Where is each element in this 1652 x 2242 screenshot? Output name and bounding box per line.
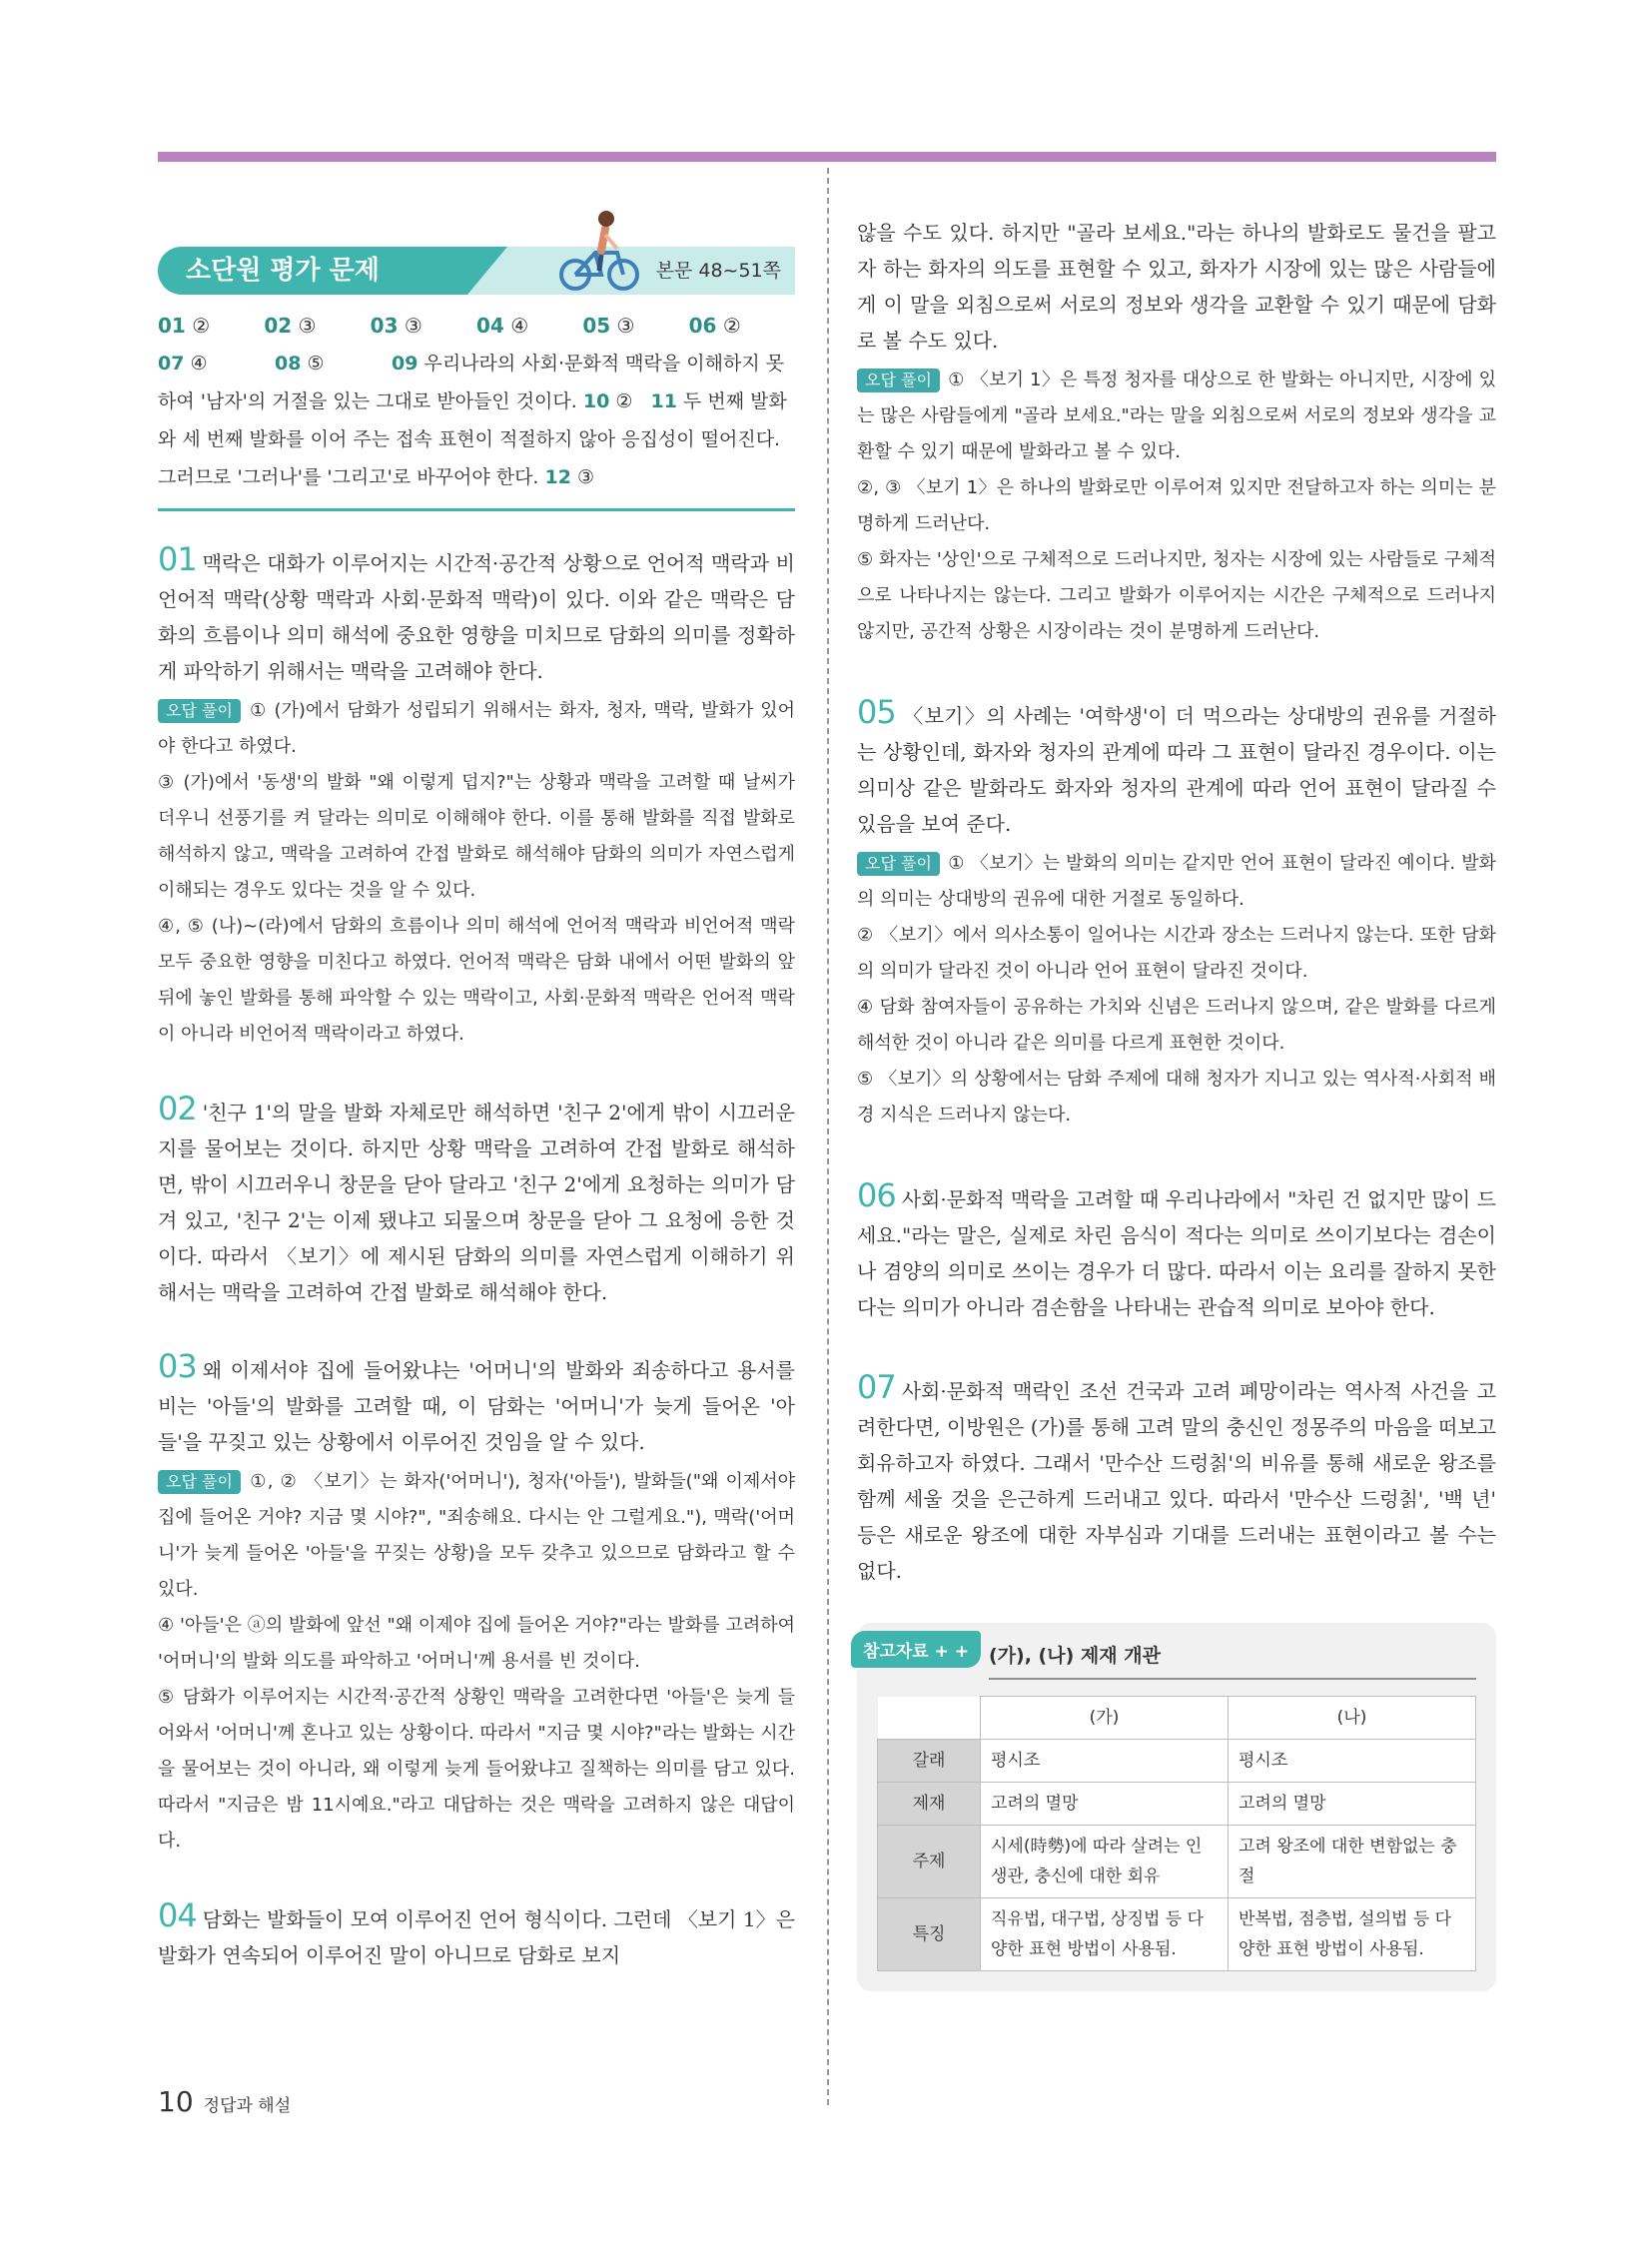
- table-cell: 평시조: [981, 1740, 1229, 1783]
- explanation-line: ⑤ 〈보기〉의 상황에서는 담화 주제에 대해 청자가 지니고 있는 역사적·사회적 배경 지식은 드러나지 않는다.: [857, 1069, 1496, 1125]
- explanation-line: ④ 담화 참여자들이 공유하는 가치와 신념은 드러나지 않으며, 같은 발화를 다르게 해석한 것이 아니라 같은 의미를 다르게 표현한 것이다.: [857, 997, 1496, 1054]
- answer-number: 11: [650, 390, 677, 412]
- explanation-line: ①, ② 〈보기〉는 화자('어머니'), 청자('아들'), 발화들("왜 이제서야 집에 들어온 거야? 지금 몇 시야?", "죄송해요. 다시는 안 그럴게요."), 맥락('어머니'가 늦게 들어온 '아들'을 꾸짖는 상황)을 모두 갖추고 있으므로 담화라고 할 수 있다.: [158, 1471, 795, 1600]
- explanation-body: 〈보기〉의 사례는 '여학생'이 더 먹으라는 상대방의 권유를 거절하는 상황인데, 화자와 청자의 관계에 따라 그 표현이 달라진 경우이다. 이는 의미상 같은 발화라도 화자와 청자의 관계에 따라 언어 표현이 달라질 수 있음을 보여 준다.: [857, 704, 1496, 836]
- left-column: [158, 205, 795, 1973]
- answer-item: 01 ②: [158, 314, 211, 338]
- page-footer: [158, 2085, 291, 2118]
- page-number: 10: [158, 2085, 194, 2118]
- table-row: [878, 1826, 1476, 1898]
- explanation-05: [857, 694, 1496, 842]
- answer-item: 06 ②: [688, 314, 741, 338]
- question-number: 04: [158, 1896, 197, 1934]
- answer-number: 10: [582, 390, 610, 412]
- explanation-line: ④, ⑤ (나)~(라)에서 담화의 흐름이나 의미 해석에 언어적 맥락과 비언어적 맥락 모두 중요한 영향을 미친다고 하였다. 언어적 맥락은 담화 내에서 어떤 발화의 앞뒤에 놓인 발화를 통해 파악할 수 있는 맥락이고, 사회·문화적 맥락은 언어적 맥락이 아니라 비언어적 맥락이라고 하였다.: [158, 916, 795, 1045]
- table-cell: 직유법, 대구법, 상징법 등 다양한 표현 방법이 사용됨.: [981, 1898, 1229, 1971]
- explanation-body: 왜 이제서야 집에 들어왔냐는 '어머니'의 발화와 죄송하다고 용서를 비는 '아들'의 발화를 고려할 때, 이 담화는 '어머니'가 늦게 들어온 '아들'을 꾸짖고 있는 상황에서 이루어진 것임을 알 수 있다.: [158, 1358, 795, 1454]
- row-label: 특징: [878, 1898, 981, 1971]
- table-cell: 평시조: [1229, 1740, 1476, 1783]
- answer-item: 04 ④: [475, 314, 529, 338]
- reference-box: [857, 1623, 1496, 1991]
- answer-12: ③: [577, 466, 595, 488]
- explanation-line: ②, ③ 〈보기 1〉은 하나의 발화로만 이루어져 있지만 전달하고자 하는 의미는 분명하게 드러난다.: [857, 477, 1496, 534]
- answer-number: 12: [544, 466, 571, 488]
- table-cell: 시세(時勢)에 따라 살려는 인생관, 충신에 대한 회유: [981, 1826, 1229, 1898]
- answer-key: [158, 307, 795, 511]
- explanation-01: [158, 541, 795, 689]
- section-header: [158, 205, 795, 293]
- explanation-body: 담화는 발화들이 모여 이루어진 언어 형식이다. 그런데 〈보기 1〉은 발화가 연속되어 이루어진 말이 아니므로 담화로 보지: [158, 1907, 795, 1967]
- explanation-line: ① 〈보기 1〉은 특정 청자를 대상으로 한 발화는 아니지만, 시장에 있는 많은 사람들에게 "골라 보세요."라는 말을 외침으로써 서로의 정보와 생각을 교환할 수 있기 때문에 발화라고 볼 수 있다.: [857, 370, 1496, 462]
- table-row: [878, 1740, 1476, 1783]
- question-number: 06: [857, 1176, 896, 1214]
- explanation-body: 맥락은 대화가 이루어지는 시간적·공간적 상황으로 언어적 맥락과 비언어적 맥락(상황 맥락과 사회·문화적 맥락)이 있다. 이와 같은 맥락은 담화의 흐름이나 의미 해석에 중요한 영향을 미치므로 담화의 의미를 정확하게 파악하기 위해서는 맥락을 고려해야 한다.: [158, 551, 795, 683]
- explanation-04-start: [158, 1897, 795, 1973]
- explanation-body: '친구 1'의 말을 발화 자체로만 해석하면 '친구 2'에게 밖이 시끄러운지를 물어보는 것이다. 하지만 상황 맥락을 고려하여 간접 발화로 해석하면, 밖이 시끄러우니 창문을 닫아 달라고 '친구 2'에게 요청하는 의미가 담겨 있고, '친구 2'는 이제 됐냐고 되물으며 창문을 닫아 그 요청에 응한 것이다. 따라서 〈보기〉에 제시된 담화의 의미를 자연스럽게 이해하기 위해서는 맥락을 고려하여 간접 발화로 해석해야 한다.: [158, 1101, 795, 1304]
- answer-item: 08 ⑤: [275, 353, 325, 374]
- explanation-06: [857, 1177, 1496, 1325]
- wrong-answer-badge: 오답 풀이: [158, 699, 241, 723]
- answer-item: 07 ④: [158, 353, 208, 374]
- wrong-answer-badge: 오답 풀이: [158, 1470, 241, 1494]
- row-label: 제재: [878, 1783, 981, 1826]
- reference-title: (가), (나) 제재 개관: [989, 1641, 1476, 1680]
- table-corner: [878, 1697, 981, 1740]
- table-cell: 고려 왕조에 대한 변함없는 충절: [1229, 1826, 1476, 1898]
- table-row: [878, 1898, 1476, 1971]
- answer-item: 03 ③: [370, 314, 422, 338]
- question-number: 05: [857, 693, 896, 731]
- answer-item: 02 ③: [264, 314, 317, 338]
- footer-label: 정답과 해설: [203, 2096, 292, 2116]
- explanation-02: [158, 1091, 795, 1310]
- column-header: (나): [1229, 1697, 1476, 1740]
- page-reference: 본문 48~51쪽: [655, 260, 781, 282]
- table-cell: 고려의 멸망: [1229, 1783, 1476, 1826]
- question-number: 02: [158, 1090, 197, 1127]
- column-header: (가): [981, 1697, 1229, 1740]
- answer-number: 09: [392, 353, 418, 374]
- wrong-answer-explanation: [158, 1464, 795, 1860]
- cyclist-illustration-icon: [555, 205, 645, 295]
- table-cell: 반복법, 점층법, 설의법 등 다양한 표현 방법이 사용됨.: [1229, 1898, 1476, 1971]
- right-column: [857, 205, 1496, 1991]
- explanation-line: ⑤ 화자는 '상인'으로 구체적으로 드러나지만, 청자는 시장에 있는 사람들로 구체적으로 나타나지는 않는다. 그리고 발화가 이루어지는 시간은 구체적으로 드러나지 않지만, 공간적 상황은 시장이라는 것이 분명하게 드러난다.: [857, 549, 1496, 642]
- wrong-answer-explanation: [857, 363, 1496, 650]
- wrong-answer-badge: 오답 풀이: [857, 852, 940, 876]
- wrong-answer-badge: 오답 풀이: [857, 369, 940, 392]
- explanation-line: ⑤ 담화가 이루어지는 시간적·공간적 상황인 맥락을 고려한다면 '아들'은 늦게 들어와서 '어머니'께 혼나고 있는 상황이다. 따라서 "지금 몇 시야?"라는 발화는 시간을 물어보는 것이 아니라, 왜 이렇게 늦게 들어왔냐고 질책하는 의미를 담고 있다. 따라서 "지금은 밤 11시예요."라고 대답하는 것은 맥락을 고려하지 않은 대답이다.: [158, 1687, 795, 1852]
- explanation-line: ② 〈보기〉에서 의사소통이 일어나는 시간과 장소는 드러나지 않는다. 또한 담화의 의미가 달라진 것이 아니라 언어 표현이 달라진 것이다.: [857, 925, 1496, 982]
- answer-row: [158, 307, 795, 345]
- explanation-line: ④ '아들'은 ⓐ의 발화에 앞선 "왜 이제야 집에 들어온 거야?"라는 발화를 고려하여 '어머니'의 발화 의도를 파악하고 '어머니'께 용서를 빈 것이다.: [158, 1615, 795, 1672]
- explanation-body: 않을 수도 있다. 하지만 "골라 보세요."라는 하나의 발화로도 물건을 팔고자 하는 화자의 의도를 표현할 수 있고, 화자가 시장에 있는 많은 사람들에게 이 말을 외침으로써 서로의 정보와 생각을 교환할 수 있기 때문에 담화로 볼 수도 있다.: [857, 221, 1496, 353]
- answer-divider: [158, 508, 795, 511]
- explanation-body: 사회·문화적 맥락을 고려할 때 우리나라에서 "차린 건 없지만 많이 드세요."라는 말은, 실제로 차린 음식이 적다는 의미로 쓰이기보다는 겸손이나 겸양의 의미로 쓰이는 경우가 더 많다. 따라서 이는 요리를 잘하지 못한다는 의미가 아니라 겸손함을 나타내는 관습적 의미로 보아야 한다.: [857, 1187, 1496, 1319]
- explanation-03: [158, 1348, 795, 1460]
- explanation-line: ① 〈보기〉는 발화의 의미는 같지만 언어 표현이 달라진 예이다. 발화의 의미는 상대방의 권유에 대한 거절로 동일하다.: [857, 853, 1496, 910]
- wrong-answer-explanation: [857, 846, 1496, 1133]
- answer-09-text: 우리나라의 사회·문화적 맥락을 이해하지 못하여 '남자'의 거절을 있는 그대로 받아들인 것이다.: [158, 353, 785, 412]
- row-label: 갈래: [878, 1740, 981, 1783]
- answer-item: 05 ③: [582, 314, 635, 338]
- row-label: 주제: [878, 1826, 981, 1898]
- explanation-line: ③ (가)에서 '동생'의 발화 "왜 이렇게 덥지?"는 상황과 맥락을 고려할 때 날씨가 더우니 선풍기를 켜 달라는 의미로 이해해야 한다. 이를 통해 발화를 직접 발화로 해석하지 않고, 맥락을 고려하여 간접 발화로 해석해야 담화의 의미가 자연스럽게 이해되는 경우도 있다는 것을 알 수 있다.: [158, 772, 795, 901]
- wrong-answer-explanation: [158, 693, 795, 1053]
- question-number: 03: [158, 1347, 197, 1385]
- answer-11-text: 두 번째 발화와 세 번째 발화를 이어 주는 접속 표현이 적절하지 않아 응집성이 떨어진다. 그러므로 '그러나'를 '그리고'로 바꾸어야 한다.: [158, 390, 787, 488]
- question-number: 07: [857, 1368, 896, 1406]
- column-divider: [827, 168, 829, 2105]
- explanation-04-continued: [857, 215, 1496, 359]
- explanation-body: 사회·문화적 맥락인 조선 건국과 고려 폐망이라는 역사적 사건을 고려한다면, 이방원은 (가)를 통해 고려 말의 충신인 정몽주의 마음을 떠보고 회유하고자 하였다. 그래서 '만수산 드렁칡'의 비유를 통해 새로운 왕조를 함께 세울 것을 은근하게 드러내고 있다. 따라서 '만수산 드렁칡', '백 년' 등은 새로운 왕조에 대한 자부심과 기대를 드러내는 표현이라고 볼 수는 없다.: [857, 1379, 1496, 1583]
- explanation-07: [857, 1369, 1496, 1589]
- reference-tag: 참고자료 + +: [851, 1631, 981, 1668]
- table-row: [878, 1783, 1476, 1826]
- table-header-row: [878, 1697, 1476, 1740]
- section-title: 소단원 평가 문제: [158, 247, 467, 295]
- answer-written-items: [158, 345, 795, 496]
- table-cell: 고려의 멸망: [981, 1783, 1229, 1826]
- top-divider-rule: [158, 152, 1496, 162]
- reference-table: [877, 1696, 1476, 1971]
- answer-10: ②: [615, 390, 633, 412]
- explanation-line: ① (가)에서 담화가 성립되기 위해서는 화자, 청자, 맥락, 발화가 있어야 한다고 하였다.: [158, 700, 795, 757]
- question-number: 01: [158, 540, 197, 578]
